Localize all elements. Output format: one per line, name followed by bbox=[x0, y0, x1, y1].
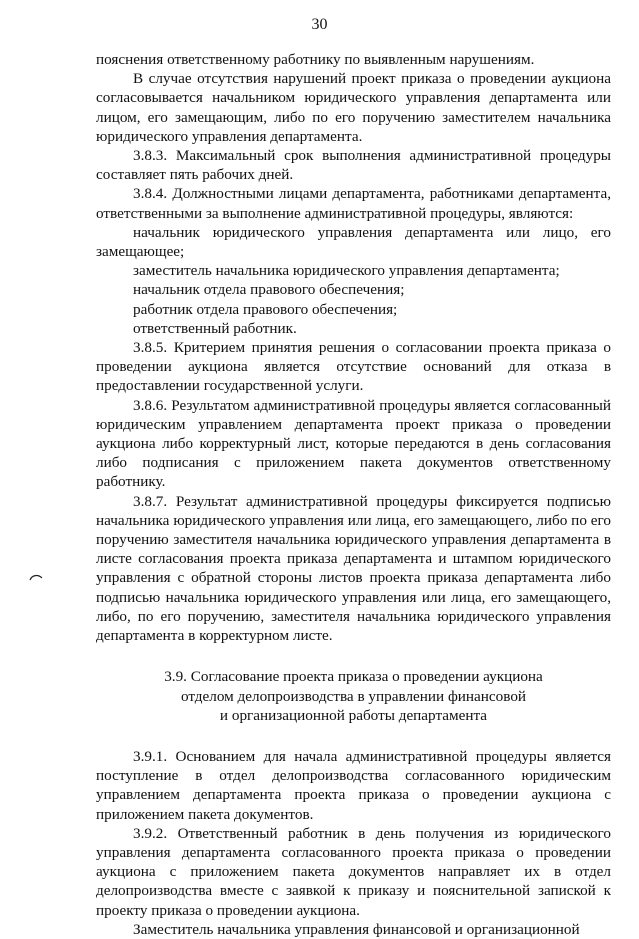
paragraphs-before bbox=[96, 50, 611, 645]
paragraph-p8: ответственный работник. bbox=[133, 319, 297, 337]
paragraphs-after bbox=[96, 747, 611, 939]
paragraph-p5: заместитель начальника юридического управления департамента; bbox=[133, 262, 560, 280]
section-title-line-3: и организационной работы департамента bbox=[219, 706, 488, 724]
paragraph-p12: 3.9.1. Основанием для начала административной процедуры является поступление в отдел делопроизводства согласованного юридическим управлением департамента проекта приказа о проведении аукциона с приложением пакета документов. bbox=[96, 747, 611, 823]
paragraph-p4: начальник юридического управления департамента или лицо, его замещающее; bbox=[96, 223, 611, 261]
section-title-line-1: 3.9. Согласование проекта приказа о проведении аукциона bbox=[164, 668, 543, 686]
paragraph-p7: работник отдела правового обеспечения; bbox=[133, 300, 398, 318]
section-title bbox=[96, 667, 611, 725]
paragraph-p0: пояснения ответственному работнику по выявленным нарушениям. bbox=[96, 51, 535, 68]
paragraph-p3: 3.8.4. Должностными лицами департамента, работниками департамента, ответственными за выполнение административной процедуры, являются: bbox=[96, 185, 611, 222]
paragraph-p14: Заместитель начальника управления финансовой и организационной bbox=[133, 920, 580, 938]
document-body bbox=[96, 50, 611, 939]
paragraph-p1: В случае отсутствия нарушений проект приказа о проведении аукциона согласовывается начальником юридического управления департамента или лицом, его замещающим, либо по его поручению заместителем начальника юридического управления департамента. bbox=[96, 70, 611, 145]
paragraph-p11: 3.8.7. Результат административной процедуры фиксируется подписью начальника юридического управления или лица, его замещающего, либо по его поручению заместителя начальника юридического управления департамента в листе согласования проекта приказа департамента и штампом юридического управления с обратной стороны листов проекта приказа департамента либо подписью начальника юридического управления или лица, его замещающего, либо, по его поручению, заместителя начальника юридического управления департамента в корректурном листе. bbox=[96, 492, 611, 645]
paragraph-p2: 3.8.3. Максимальный срок выполнения административной процедуры составляет пять рабочих дней. bbox=[96, 147, 611, 184]
page-number: 30 bbox=[311, 16, 328, 33]
paragraph-p6: начальник отдела правового обеспечения; bbox=[133, 281, 405, 299]
paragraph-p9: 3.8.5. Критерием принятия решения о согласовании проекта приказа о проведении аукциона является отсутствие оснований для отказа в предоставлении государственной услуги. bbox=[96, 339, 611, 395]
margin-mark-icon bbox=[29, 573, 43, 581]
section-title-line-2: отделом делопроизводства в управлении финансовой bbox=[180, 687, 527, 705]
paragraph-p10: 3.8.6. Результатом административной процедуры является согласованный юридическим управлением департамента проект приказа о проведении аукциона либо корректурный лист, которые передаются в день согласования либо подписания с приложением пакета документов ответственному работнику. bbox=[96, 396, 611, 491]
paragraph-p13: 3.9.2. Ответственный работник в день получения из юридического управления департамента согласованного проекта приказа о проведении аукциона с приложением пакета документов направляет их в отдел делопроизводства вместе с заявкой к приказу и пояснительной запиской к проекту приказа о проведении аукциона. bbox=[96, 824, 611, 919]
